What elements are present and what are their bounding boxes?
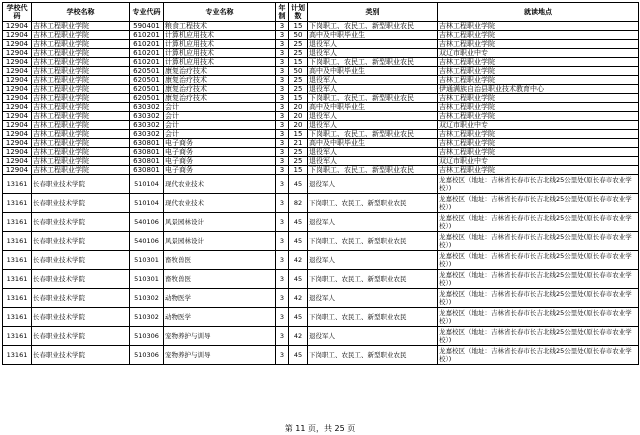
table-cell: 吉林工程职业学院 bbox=[438, 94, 639, 103]
table-cell: 吉林工程职业学院 bbox=[32, 130, 130, 139]
table-cell: 630801 bbox=[130, 139, 164, 148]
table-cell: 3 bbox=[276, 94, 289, 103]
table-cell: 退役军人 bbox=[308, 327, 438, 346]
table-cell: 13161 bbox=[3, 346, 32, 365]
table-cell: 长春职业技术学院 bbox=[32, 194, 130, 213]
table-cell: 630801 bbox=[130, 148, 164, 157]
table-cell: 吉林工程职业学院 bbox=[438, 130, 639, 139]
table-cell: 电子商务 bbox=[164, 166, 276, 175]
table-cell: 下岗职工、农民工、新型职业农民 bbox=[308, 58, 438, 67]
table-cell: 12904 bbox=[3, 49, 32, 58]
table-cell: 620501 bbox=[130, 76, 164, 85]
table-cell: 退役军人 bbox=[308, 40, 438, 49]
table-cell: 下岗职工、农民工、新型职业农民 bbox=[308, 94, 438, 103]
table-cell: 610201 bbox=[130, 31, 164, 40]
table-cell: 吉林工程职业学院 bbox=[32, 112, 130, 121]
table-cell: 630302 bbox=[130, 112, 164, 121]
table-row bbox=[3, 22, 639, 31]
table-cell: 510301 bbox=[130, 251, 164, 270]
table-cell: 风景园林设计 bbox=[164, 213, 276, 232]
table-cell: 双辽市职业中专 bbox=[438, 121, 639, 130]
table-cell: 3 bbox=[276, 112, 289, 121]
table-cell: 会计 bbox=[164, 112, 276, 121]
table-cell: 540106 bbox=[130, 232, 164, 251]
table-cell: 12904 bbox=[3, 85, 32, 94]
table-cell: 20 bbox=[289, 121, 308, 130]
table-row bbox=[3, 85, 639, 94]
table-cell: 25 bbox=[289, 148, 308, 157]
table-cell: 吉林工程职业学院 bbox=[32, 157, 130, 166]
table-cell: 吉林工程职业学院 bbox=[32, 121, 130, 130]
table-cell: 45 bbox=[289, 308, 308, 327]
table-cell: 伊通满族自治县职业技术教育中心 bbox=[438, 85, 639, 94]
header-major-name: 专业名称 bbox=[164, 3, 276, 22]
table-cell: 82 bbox=[289, 194, 308, 213]
table-cell: 龙嘉校区（地址：吉林省长春市长吉北线25公里处(原长春市农业学校）) bbox=[438, 327, 639, 346]
table-cell: 康复治疗技术 bbox=[164, 94, 276, 103]
table-cell: 3 bbox=[276, 148, 289, 157]
table-cell: 50 bbox=[289, 67, 308, 76]
table-row bbox=[3, 112, 639, 121]
table-cell: 长春职业技术学院 bbox=[32, 308, 130, 327]
table-cell: 现代农业技术 bbox=[164, 194, 276, 213]
table-cell: 3 bbox=[276, 103, 289, 112]
table-cell: 龙嘉校区（地址：吉林省长春市长吉北线25公里处(原长春市农业学校）) bbox=[438, 346, 639, 365]
table-cell: 13161 bbox=[3, 194, 32, 213]
table-cell: 3 bbox=[276, 289, 289, 308]
table-cell: 计算机应用技术 bbox=[164, 49, 276, 58]
table-row bbox=[3, 31, 639, 40]
table-cell: 3 bbox=[276, 232, 289, 251]
table-cell: 620501 bbox=[130, 67, 164, 76]
table-cell: 下岗职工、农民工、新型职业农民 bbox=[308, 194, 438, 213]
header-location: 就读地点 bbox=[438, 3, 639, 22]
table-cell: 会计 bbox=[164, 130, 276, 139]
table-cell: 13161 bbox=[3, 327, 32, 346]
table-cell: 12904 bbox=[3, 31, 32, 40]
table-cell: 吉林工程职业学院 bbox=[438, 148, 639, 157]
table-row bbox=[3, 148, 639, 157]
table-cell: 630302 bbox=[130, 103, 164, 112]
header-category: 类别 bbox=[308, 3, 438, 22]
table-cell: 3 bbox=[276, 157, 289, 166]
table-cell: 510104 bbox=[130, 194, 164, 213]
table-cell: 吉林工程职业学院 bbox=[438, 103, 639, 112]
table-cell: 25 bbox=[289, 76, 308, 85]
table-cell: 12904 bbox=[3, 139, 32, 148]
table-cell: 45 bbox=[289, 175, 308, 194]
table-cell: 620501 bbox=[130, 94, 164, 103]
table-cell: 龙嘉校区（地址：吉林省长春市长吉北线25公里处(原长春市农业学校）) bbox=[438, 232, 639, 251]
table-row bbox=[3, 327, 639, 346]
table-cell: 13161 bbox=[3, 251, 32, 270]
table-cell: 15 bbox=[289, 94, 308, 103]
table-cell: 610201 bbox=[130, 40, 164, 49]
table-cell: 龙嘉校区（地址：吉林省长春市长吉北线25公里处(原长春市农业学校）) bbox=[438, 175, 639, 194]
table-cell: 13161 bbox=[3, 289, 32, 308]
table-cell: 退役军人 bbox=[308, 251, 438, 270]
table-cell: 双辽市职业中专 bbox=[438, 49, 639, 58]
table-body bbox=[3, 22, 639, 365]
table-cell: 50 bbox=[289, 31, 308, 40]
table-cell: 25 bbox=[289, 85, 308, 94]
table-cell: 电子商务 bbox=[164, 157, 276, 166]
table-cell: 粮食工程技术 bbox=[164, 22, 276, 31]
table-cell: 计算机应用技术 bbox=[164, 58, 276, 67]
table-cell: 风景园林设计 bbox=[164, 232, 276, 251]
table-row bbox=[3, 76, 639, 85]
table-row bbox=[3, 166, 639, 175]
table-cell: 长春职业技术学院 bbox=[32, 213, 130, 232]
table-cell: 21 bbox=[289, 139, 308, 148]
table-cell: 610201 bbox=[130, 58, 164, 67]
table-cell: 龙嘉校区（地址：吉林省长春市长吉北线25公里处(原长春市农业学校）) bbox=[438, 194, 639, 213]
table-cell: 吉林工程职业学院 bbox=[32, 139, 130, 148]
table-cell: 下岗职工、农民工、新型职业农民 bbox=[308, 308, 438, 327]
table-cell: 3 bbox=[276, 22, 289, 31]
table-cell: 630801 bbox=[130, 166, 164, 175]
table-cell: 12904 bbox=[3, 148, 32, 157]
table-cell: 电子商务 bbox=[164, 139, 276, 148]
table-cell: 退役军人 bbox=[308, 289, 438, 308]
table-cell: 吉林工程职业学院 bbox=[32, 31, 130, 40]
table-cell: 高中及中职毕业生 bbox=[308, 139, 438, 148]
table-cell: 15 bbox=[289, 22, 308, 31]
table-cell: 吉林工程职业学院 bbox=[32, 94, 130, 103]
table-cell: 电子商务 bbox=[164, 148, 276, 157]
table-cell: 3 bbox=[276, 251, 289, 270]
table-cell: 长春职业技术学院 bbox=[32, 175, 130, 194]
table-cell: 吉林工程职业学院 bbox=[32, 148, 130, 157]
table-row bbox=[3, 139, 639, 148]
table-cell: 吉林工程职业学院 bbox=[438, 166, 639, 175]
table-row bbox=[3, 232, 639, 251]
table-cell: 吉林工程职业学院 bbox=[32, 58, 130, 67]
table-cell: 畜牧兽医 bbox=[164, 251, 276, 270]
table-cell: 吉林工程职业学院 bbox=[438, 58, 639, 67]
table-cell: 龙嘉校区（地址：吉林省长春市长吉北线25公里处(原长春市农业学校）) bbox=[438, 213, 639, 232]
table-cell: 龙嘉校区（地址：吉林省长春市长吉北线25公里处(原长春市农业学校）) bbox=[438, 251, 639, 270]
table-cell: 12904 bbox=[3, 76, 32, 85]
table-cell: 吉林工程职业学院 bbox=[438, 31, 639, 40]
table-cell: 吉林工程职业学院 bbox=[438, 112, 639, 121]
table-cell: 13161 bbox=[3, 175, 32, 194]
table-cell: 3 bbox=[276, 49, 289, 58]
table-cell: 590401 bbox=[130, 22, 164, 31]
table-cell: 12904 bbox=[3, 67, 32, 76]
table-cell: 42 bbox=[289, 289, 308, 308]
table-cell: 25 bbox=[289, 40, 308, 49]
table-cell: 510301 bbox=[130, 270, 164, 289]
table-cell: 现代农业技术 bbox=[164, 175, 276, 194]
header-plan-count: 计划数 bbox=[289, 3, 308, 22]
table-cell: 25 bbox=[289, 49, 308, 58]
table-cell: 长春职业技术学院 bbox=[32, 289, 130, 308]
table-cell: 3 bbox=[276, 67, 289, 76]
table-cell: 吉林工程职业学院 bbox=[438, 139, 639, 148]
table-cell: 吉林工程职业学院 bbox=[438, 76, 639, 85]
table-cell: 康复治疗技术 bbox=[164, 67, 276, 76]
table-cell: 12904 bbox=[3, 166, 32, 175]
table-cell: 630801 bbox=[130, 157, 164, 166]
table-cell: 长春职业技术学院 bbox=[32, 327, 130, 346]
table-cell: 动物医学 bbox=[164, 289, 276, 308]
table-cell: 吉林工程职业学院 bbox=[32, 40, 130, 49]
table-cell: 退役军人 bbox=[308, 49, 438, 58]
table-cell: 计算机应用技术 bbox=[164, 31, 276, 40]
table-cell: 12904 bbox=[3, 22, 32, 31]
table-row bbox=[3, 40, 639, 49]
table-cell: 计算机应用技术 bbox=[164, 40, 276, 49]
table-cell: 620501 bbox=[130, 85, 164, 94]
table-cell: 12904 bbox=[3, 121, 32, 130]
table-cell: 3 bbox=[276, 85, 289, 94]
table-cell: 长春职业技术学院 bbox=[32, 232, 130, 251]
table-cell: 3 bbox=[276, 194, 289, 213]
table-row bbox=[3, 67, 639, 76]
table-cell: 20 bbox=[289, 103, 308, 112]
table-row bbox=[3, 94, 639, 103]
table-cell: 15 bbox=[289, 130, 308, 139]
table-row bbox=[3, 121, 639, 130]
table-cell: 吉林工程职业学院 bbox=[438, 22, 639, 31]
table-cell: 15 bbox=[289, 166, 308, 175]
table-cell: 宠物养护与训导 bbox=[164, 346, 276, 365]
table-cell: 3 bbox=[276, 346, 289, 365]
table-cell: 退役军人 bbox=[308, 175, 438, 194]
table-row bbox=[3, 103, 639, 112]
table-cell: 长春职业技术学院 bbox=[32, 346, 130, 365]
table-row bbox=[3, 130, 639, 139]
table-cell: 12904 bbox=[3, 103, 32, 112]
table-row bbox=[3, 175, 639, 194]
enrollment-table bbox=[2, 2, 639, 365]
table-cell: 3 bbox=[276, 76, 289, 85]
table-cell: 510306 bbox=[130, 327, 164, 346]
table-cell: 3 bbox=[276, 270, 289, 289]
table-cell: 双辽市职业中专 bbox=[438, 157, 639, 166]
table-cell: 12904 bbox=[3, 94, 32, 103]
table-cell: 吉林工程职业学院 bbox=[32, 76, 130, 85]
table-cell: 退役军人 bbox=[308, 213, 438, 232]
table-cell: 510104 bbox=[130, 175, 164, 194]
table-cell: 宠物养护与训导 bbox=[164, 327, 276, 346]
table-cell: 25 bbox=[289, 157, 308, 166]
table-cell: 3 bbox=[276, 139, 289, 148]
table-cell: 下岗职工、农民工、新型职业农民 bbox=[308, 22, 438, 31]
table-row bbox=[3, 346, 639, 365]
table-cell: 退役军人 bbox=[308, 157, 438, 166]
header-school-code: 学校代码 bbox=[3, 3, 32, 22]
table-cell: 3 bbox=[276, 166, 289, 175]
header-years: 年制 bbox=[276, 3, 289, 22]
table-cell: 高中及中职毕业生 bbox=[308, 31, 438, 40]
table-cell: 45 bbox=[289, 213, 308, 232]
table-cell: 45 bbox=[289, 270, 308, 289]
table-cell: 3 bbox=[276, 40, 289, 49]
table-cell: 510302 bbox=[130, 308, 164, 327]
table-row bbox=[3, 270, 639, 289]
table-row bbox=[3, 58, 639, 67]
table-cell: 吉林工程职业学院 bbox=[32, 49, 130, 58]
table-cell: 3 bbox=[276, 175, 289, 194]
table-cell: 45 bbox=[289, 346, 308, 365]
page-footer: 第 11 页，共 25 页 bbox=[284, 424, 356, 433]
table-cell: 动物医学 bbox=[164, 308, 276, 327]
table-cell: 3 bbox=[276, 327, 289, 346]
table-cell: 630302 bbox=[130, 121, 164, 130]
table-cell: 3 bbox=[276, 121, 289, 130]
table-row bbox=[3, 194, 639, 213]
table-row bbox=[3, 289, 639, 308]
table-cell: 下岗职工、农民工、新型职业农民 bbox=[308, 346, 438, 365]
table-cell: 退役军人 bbox=[308, 85, 438, 94]
table-cell: 12904 bbox=[3, 130, 32, 139]
table-cell: 510302 bbox=[130, 289, 164, 308]
header-major-code: 专业代码 bbox=[130, 3, 164, 22]
table-cell: 龙嘉校区（地址：吉林省长春市长吉北线25公里处(原长春市农业学校）) bbox=[438, 289, 639, 308]
table-cell: 45 bbox=[289, 232, 308, 251]
table-cell: 长春职业技术学院 bbox=[32, 251, 130, 270]
table-cell: 15 bbox=[289, 58, 308, 67]
table-cell: 龙嘉校区（地址：吉林省长春市长吉北线25公里处(原长春市农业学校）) bbox=[438, 308, 639, 327]
table-cell: 20 bbox=[289, 112, 308, 121]
table-header-row bbox=[3, 3, 639, 22]
table-cell: 吉林工程职业学院 bbox=[438, 67, 639, 76]
table-cell: 540106 bbox=[130, 213, 164, 232]
table-cell: 吉林工程职业学院 bbox=[32, 103, 130, 112]
table-row bbox=[3, 308, 639, 327]
table-cell: 吉林工程职业学院 bbox=[32, 166, 130, 175]
table-cell: 退役军人 bbox=[308, 121, 438, 130]
table-cell: 13161 bbox=[3, 213, 32, 232]
table-cell: 会计 bbox=[164, 121, 276, 130]
table-cell: 康复治疗技术 bbox=[164, 76, 276, 85]
table-cell: 下岗职工、农民工、新型职业农民 bbox=[308, 130, 438, 139]
table-cell: 12904 bbox=[3, 157, 32, 166]
table-cell: 会计 bbox=[164, 103, 276, 112]
document-page bbox=[2, 2, 638, 365]
table-cell: 42 bbox=[289, 327, 308, 346]
table-cell: 退役军人 bbox=[308, 112, 438, 121]
table-cell: 退役军人 bbox=[308, 148, 438, 157]
table-cell: 510306 bbox=[130, 346, 164, 365]
table-cell: 高中及中职毕业生 bbox=[308, 103, 438, 112]
table-cell: 下岗职工、农民工、新型职业农民 bbox=[308, 232, 438, 251]
table-cell: 下岗职工、农民工、新型职业农民 bbox=[308, 166, 438, 175]
table-cell: 12904 bbox=[3, 40, 32, 49]
table-cell: 12904 bbox=[3, 112, 32, 121]
table-cell: 630302 bbox=[130, 130, 164, 139]
table-cell: 3 bbox=[276, 130, 289, 139]
table-cell: 吉林工程职业学院 bbox=[32, 22, 130, 31]
table-cell: 龙嘉校区（地址：吉林省长春市长吉北线25公里处(原长春市农业学校）) bbox=[438, 270, 639, 289]
table-cell: 下岗职工、农民工、新型职业农民 bbox=[308, 270, 438, 289]
table-cell: 12904 bbox=[3, 58, 32, 67]
table-cell: 3 bbox=[276, 58, 289, 67]
table-cell: 高中及中职毕业生 bbox=[308, 67, 438, 76]
table-cell: 退役军人 bbox=[308, 76, 438, 85]
table-cell: 42 bbox=[289, 251, 308, 270]
table-cell: 长春职业技术学院 bbox=[32, 270, 130, 289]
table-cell: 吉林工程职业学院 bbox=[32, 67, 130, 76]
table-row bbox=[3, 49, 639, 58]
header-school-name: 学校名称 bbox=[32, 3, 130, 22]
table-cell: 13161 bbox=[3, 232, 32, 251]
table-cell: 13161 bbox=[3, 308, 32, 327]
table-cell: 3 bbox=[276, 213, 289, 232]
table-row bbox=[3, 251, 639, 270]
table-cell: 610201 bbox=[130, 49, 164, 58]
table-cell: 3 bbox=[276, 308, 289, 327]
table-cell: 吉林工程职业学院 bbox=[32, 85, 130, 94]
table-cell: 3 bbox=[276, 31, 289, 40]
table-cell: 13161 bbox=[3, 270, 32, 289]
table-row bbox=[3, 213, 639, 232]
table-cell: 康复治疗技术 bbox=[164, 85, 276, 94]
table-cell: 畜牧兽医 bbox=[164, 270, 276, 289]
table-cell: 吉林工程职业学院 bbox=[438, 40, 639, 49]
table-row bbox=[3, 157, 639, 166]
